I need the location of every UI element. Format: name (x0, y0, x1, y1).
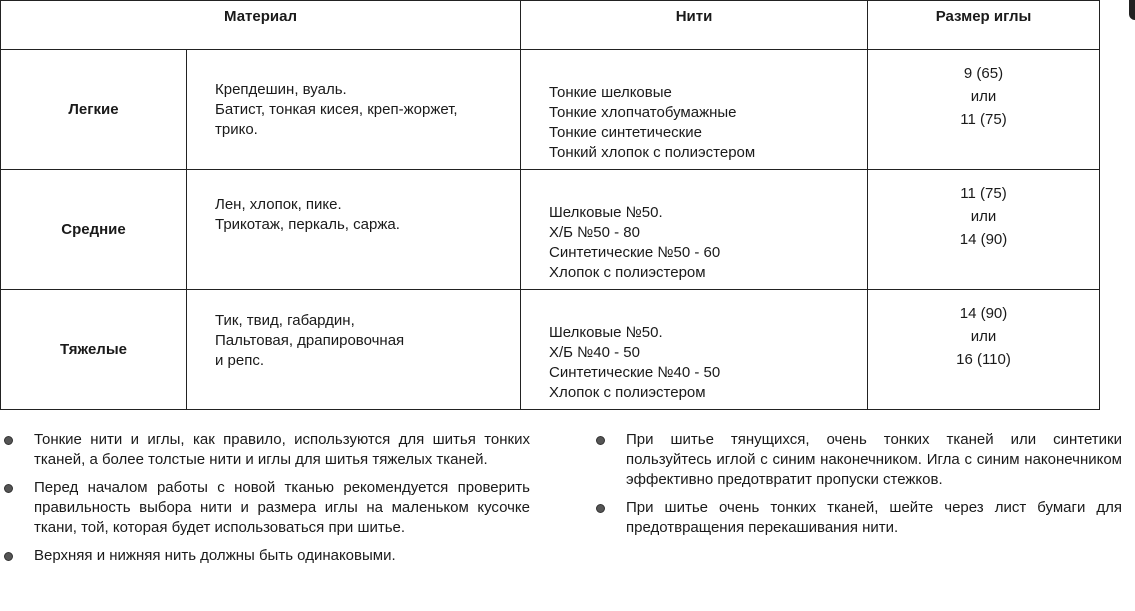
thread-line: Хлопок с полиэстером (549, 383, 706, 401)
note-item (592, 430, 1122, 490)
threads-cell (521, 290, 868, 410)
materials-cell (187, 170, 521, 290)
material-line: Пальтовая, драпировочная (215, 331, 405, 349)
size-line: или (970, 88, 997, 105)
table-row (1, 170, 1100, 290)
material-line: и репс. (215, 351, 265, 369)
thread-line: Шелковые №50. (549, 323, 663, 341)
needle-size-cell (868, 290, 1100, 410)
note-item (0, 430, 530, 470)
materials-cell (187, 50, 521, 170)
note-item (0, 478, 530, 538)
thread-line: Тонкие хлопчатобумажные (549, 103, 737, 121)
thread-line: Х/Б №40 - 50 (549, 343, 640, 361)
category-cell: Легкие (1, 50, 187, 170)
category-cell: Тяжелые (1, 290, 187, 410)
note-item (592, 498, 1122, 538)
category-cell: Средние (1, 170, 187, 290)
bullet-icon (4, 484, 13, 493)
note-text: Тонкие нити и иглы, как правило, используются для шитья тонких тканей, а более толстые нити и иглы для шитья тяжелых тканей. (34, 431, 530, 468)
material-line: Лен, хлопок, пике. (215, 195, 342, 213)
material-line: Тик, твид, габардин, (215, 311, 355, 329)
thread-line: Синтетические №40 - 50 (549, 363, 721, 381)
thread-line: Хлопок с полиэстером (549, 263, 706, 281)
header-needle-size: Размер иглы (868, 1, 1100, 50)
note-text: При шитье очень тонких тканей, шейте через лист бумаги для предотвращения перекашивания нити. (626, 499, 1122, 536)
note-item (0, 546, 530, 566)
thread-line: Шелковые №50. (549, 203, 663, 221)
materials-cell (187, 290, 521, 410)
size-line: 9 (65) (963, 65, 1004, 82)
bullet-icon (596, 504, 605, 513)
header-threads: Нити (521, 1, 868, 50)
size-line: 16 (110) (956, 351, 1011, 368)
note-text: Верхняя и нижняя нить должны быть одинаковыми. (34, 547, 396, 564)
threads-cell (521, 50, 868, 170)
material-line: трико. (215, 120, 258, 138)
note-text: При шитье тянущихся, очень тонких тканей или синтетики пользуйтесь иглой с синим наконечником. Игла с синим наконечником эффективно предотвратит пропуски стежков. (626, 431, 1122, 488)
notes-right-column (592, 430, 1122, 546)
size-line: или (970, 208, 997, 225)
size-line: 14 (90) (959, 305, 1008, 322)
size-line: 14 (90) (959, 231, 1008, 248)
thread-line: Тонкий хлопок с полиэстером (549, 143, 756, 161)
material-line: Крепдешин, вуаль. (215, 80, 347, 98)
page-edge-mark (1129, 0, 1135, 20)
table-row (1, 290, 1100, 410)
bullet-icon (596, 436, 605, 445)
notes-left-column (0, 430, 530, 574)
size-line: или (970, 328, 997, 345)
thread-line: Тонкие шелковые (549, 83, 672, 101)
size-line: 11 (75) (960, 111, 1007, 128)
bullet-icon (4, 552, 13, 561)
material-line: Трикотаж, перкаль, саржа. (215, 215, 400, 233)
needle-size-cell (868, 170, 1100, 290)
table-row (1, 50, 1100, 170)
needle-size-cell (868, 50, 1100, 170)
size-line: 11 (75) (960, 185, 1007, 202)
header-material: Материал (1, 1, 521, 50)
thread-line: Синтетические №50 - 60 (549, 243, 721, 261)
bullet-icon (4, 436, 13, 445)
table-header-row (1, 1, 1100, 50)
note-text: Перед началом работы с новой тканью рекомендуется проверить правильность выбора нити и размера иглы на маленьком кусочке ткани, той, которая будет использоваться при шитье. (34, 479, 530, 536)
thread-line: Тонкие синтетические (549, 123, 702, 141)
threads-cell (521, 170, 868, 290)
thread-line: Х/Б №50 - 80 (549, 223, 640, 241)
material-line: Батист, тонкая кисея, креп-жоржет, (215, 100, 458, 118)
